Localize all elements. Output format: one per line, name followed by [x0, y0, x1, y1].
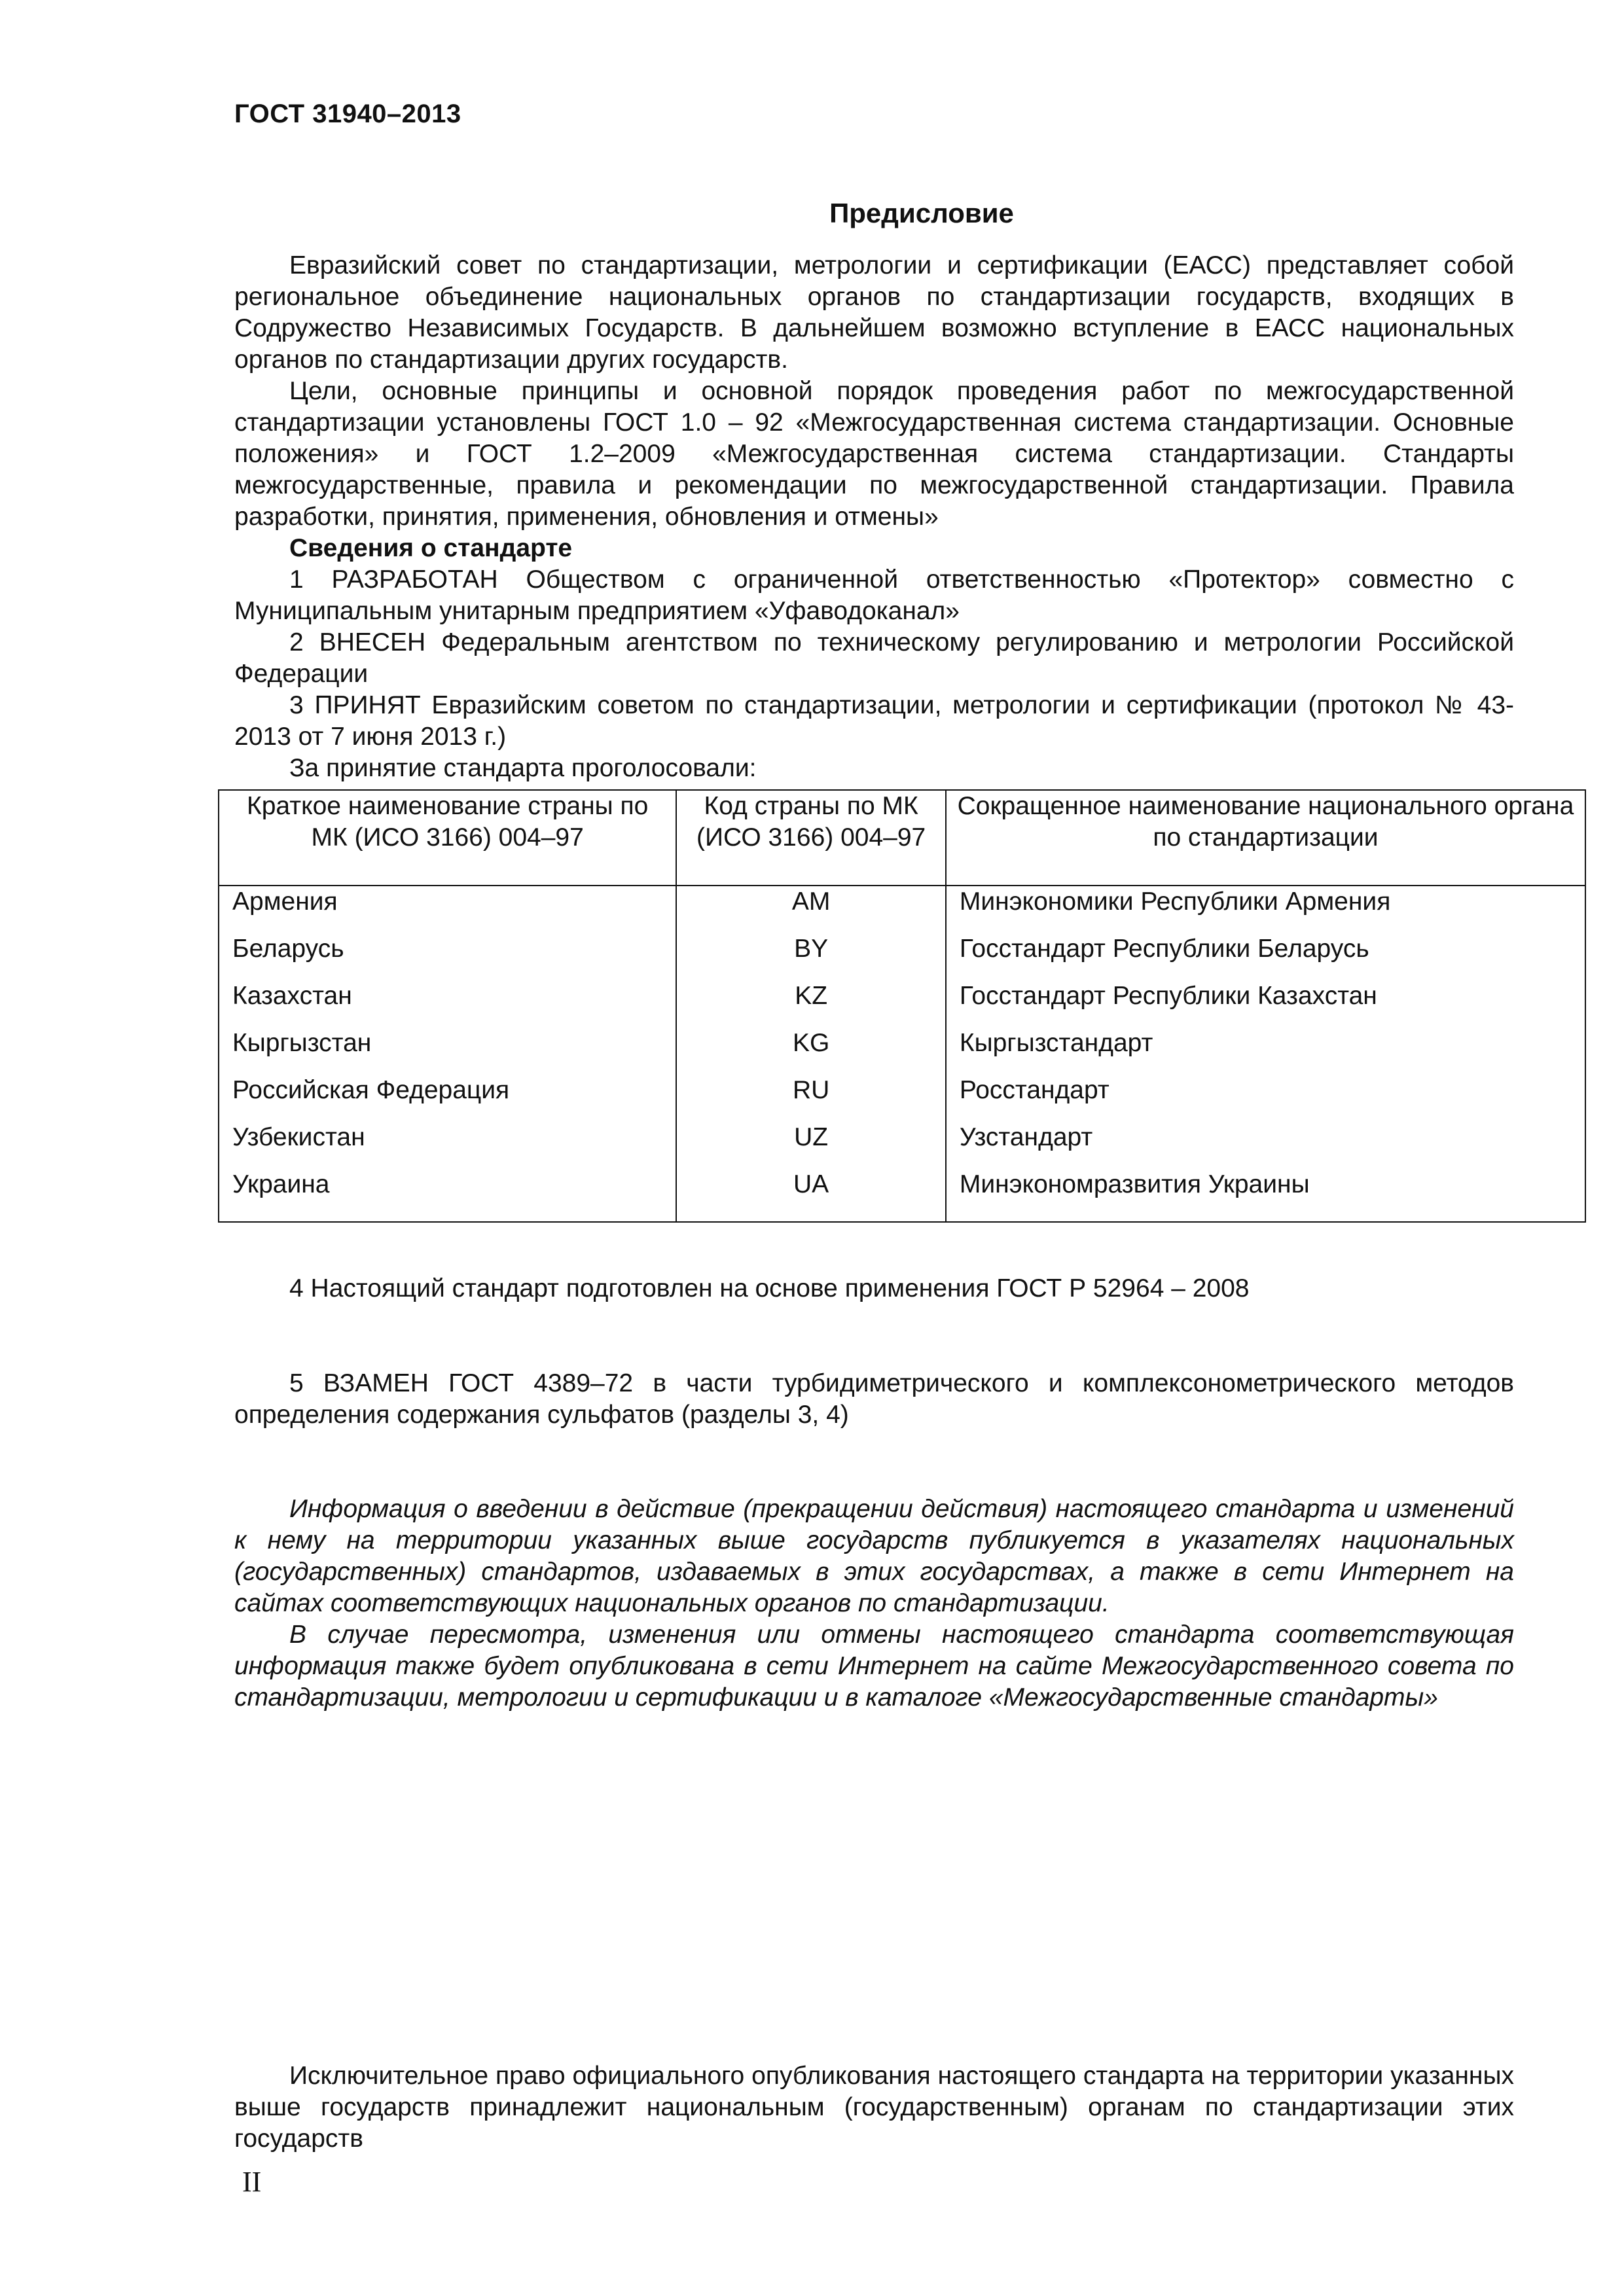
table-header-row: [219, 790, 1585, 886]
code-cell: KG: [676, 1028, 946, 1075]
body-cell: Кыргызстандарт: [946, 1028, 1585, 1075]
country-cell: Кыргызстан: [219, 1028, 676, 1075]
info-heading: Сведения о стандарте: [289, 534, 573, 562]
rights-block: [234, 2060, 1514, 2155]
intro-paragraph-2: Цели, основные принципы и основной порядок проведения работ по межгосударственной стандартизации установлены ГОСТ 1.0 – 92 «Межгосударственная система стандартизации. Основные положения» и ГОСТ 1.2–2009 «Межгосударственная система стандартизации. Стандарты межгосударственные, правила и рекомендации по межгосударственной стандартизации. Правила разработки, принятия, применения, обновления и отмены»: [234, 377, 1514, 531]
code-cell: BY: [676, 933, 946, 980]
item-3: 3 ПРИНЯТ Евразийским советом по стандартизации, метрологии и сертификации (протокол № 43-2013 от 7 июня 2013 г.): [234, 691, 1514, 751]
body-cell: Госстандарт Республики Казахстан: [946, 980, 1585, 1028]
country-cell: Российская Федерация: [219, 1075, 676, 1122]
rights-paragraph: Исключительное право официального опубликования настоящего стандарта на территории указанных выше государств принадлежит национальным (государственным) органам по стандартизации этих государств: [234, 2062, 1514, 2153]
vote-intro: За принятие стандарта проголосовали:: [289, 754, 757, 782]
item-2: 2 ВНЕСЕН Федеральным агентством по техническому регулированию и метрологии Российской Федерации: [234, 628, 1514, 688]
table-header-body: Сокращенное наименование национального органа по стандартизации: [946, 790, 1585, 886]
country-cell: Беларусь: [219, 933, 676, 980]
country-cell: Казахстан: [219, 980, 676, 1028]
table-header-code: Код страны по МК (ИСО 3166) 004–97: [676, 790, 946, 886]
notice-paragraph-1: Информация о введении в действие (прекращении действия) настоящего стандарта и изменений к нему на территории указанных выше государств публикуется в указателях национальных (государственных) стандартов, издаваемых в этих государствах, а также в сети Интернет на сайтах соответствующих национальных органов по стандартизации.: [234, 1495, 1514, 1617]
intro-paragraph-1: Евразийский совет по стандартизации, метрологии и сертификации (ЕАСС) представляет собой региональное объединение национальных органов по стандартизации государств, входящих в Содружество Независимых Государств. В дальнейшем возможно вступление в ЕАСС национальных органов по стандартизации других государств.: [234, 251, 1514, 374]
item-4-block: [234, 1273, 1514, 1304]
notice-block: [234, 1494, 1514, 1713]
table-header-country: Краткое наименование страны по МК (ИСО 3166) 004–97: [219, 790, 676, 886]
code-cell: UA: [676, 1169, 946, 1222]
body-cell: Узстандарт: [946, 1122, 1585, 1169]
item-4: 4 Настоящий стандарт подготовлен на основе применения ГОСТ Р 52964 – 2008: [289, 1274, 1250, 1302]
table-row: [219, 933, 1585, 980]
table-row: [219, 1075, 1585, 1122]
section-title: Предисловие: [829, 198, 1014, 228]
country-cell: Армения: [219, 886, 676, 933]
item-5-block: [234, 1368, 1514, 1431]
body-cell: Госстандарт Республики Беларусь: [946, 933, 1585, 980]
country-cell: Украина: [219, 1169, 676, 1222]
table-row: [219, 1028, 1585, 1075]
document-code: ГОСТ 31940–2013: [234, 99, 461, 128]
table-row: [219, 980, 1585, 1028]
country-cell: Узбекистан: [219, 1122, 676, 1169]
code-cell: AM: [676, 886, 946, 933]
body-cell: Минэкономразвития Украины: [946, 1169, 1585, 1222]
notice-paragraph-2: В случае пересмотра, изменения или отмены настоящего стандарта соответствующая информация также будет опубликована в сети Интернет на сайте Межгосударственного совета по стандартизации, метрологии и сертификации и в каталоге «Межгосударственные стандарты»: [234, 1621, 1514, 1712]
body-cell: Росстандарт: [946, 1075, 1585, 1122]
item-5: 5 ВЗАМЕН ГОСТ 4389–72 в части турбидиметрического и комплексонометрического методов определения содержания сульфатов (разделы 3, 4): [234, 1369, 1514, 1429]
item-1: 1 РАЗРАБОТАН Обществом с ограниченной ответственностью «Протектор» совместно с Муниципальным унитарным предприятием «Уфаводоканал»: [234, 565, 1514, 625]
table-row: [219, 1169, 1585, 1222]
code-cell: KZ: [676, 980, 946, 1028]
vote-table: [218, 789, 1586, 1223]
table-row: [219, 886, 1585, 933]
preface-body: [234, 250, 1514, 784]
body-cell: Минэкономики Республики Армения: [946, 886, 1585, 933]
table-row: [219, 1122, 1585, 1169]
code-cell: UZ: [676, 1122, 946, 1169]
page-number: II: [242, 2166, 262, 2198]
code-cell: RU: [676, 1075, 946, 1122]
